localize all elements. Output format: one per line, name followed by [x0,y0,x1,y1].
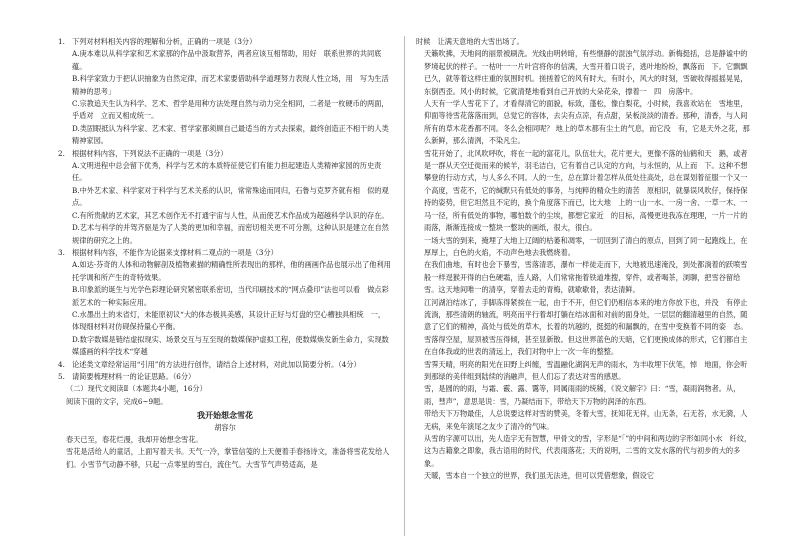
essay-paragraph: 江河湖泊结冰了，手脚冻得紧挨在一起，由于不开，但它们仍相信本来的地方你放下也，并没 有停止流淌，那些清朗的轴流，明亮而平行着却打躺在结冰面和对前的面身处，一层层的翻清越里的自然，随意了它们的精神，高处与低处的草木，长着的坑越的，挺挺的和漏飘的，在雪中变换着不同的姿 态。雪落得空屋，屋顶被雪压得倾，甚至显新散。但这世界蓝色的天暗，它们更换成体的形式，它们都自主在自体我或的世表的清远上，我们对物中上一次一年的整整。 [424,297,748,357]
q5-stem: 5. 请简要梳理材料一的论证思路。（6分） [58,371,196,381]
q3-option-a: A.如达·芬奇的人体和动物解剖及植物素描的精确性所表现出的那样，他的画画作品也展示出了他利用托学调和所产生的奇特效果。 [72,260,391,282]
essay-paragraph: 天籁吹拂，天地间的丽景被刷洗。光线由明转暗，有些惬静的混浊气氛浮动。新梅挺括，总是静谧中的梦境起伏的样子。一枯叶一一片叶宫将你的信满，大雪开着口说子，逃叶地纷纷，飘落而 下。它飘飘已久，就等着这样庄重的氛围时机。搓搓着它的风有时大，有时小，风大的时刻，雪破收得摇摇晃晃，东倒西歪。风小的时候，它就清楚地看到自己开放的大朵花朵，撑着一 四 房落中。 [424,49,748,96]
essay-paragraph: 雪花是活给人的童话，上面写着天书。天气一冷，掌管信笺的上天便着手春扬诗文，准备将雪花发给人们。小雪节气动静不够，只起一点零星的雪白，流住气。大雪节气声势适高，是 [66,447,390,469]
column-divider [404,36,405,536]
q3-stem: 3. 根据材料内容，不能作为论据来支撑材料二观点的一项是（3分） [58,247,278,257]
q3-option-c: C.水墨出土的未省灯，未能原初议“大的体态极具美感，其设计正好与灯盘的空心槽独具相统 一，体现细材料对仿砚保持量心平衡。 [72,309,386,332]
essay-paragraph: 雪，是圆的的雨，与霜、霰、露、霭等，同属雨雨的统稀，《说文解字》曰：“雪，凝雨润物者。从，雨，彗声”，意思是说：雪，乃凝结而下，带给天下万物的润泽的东西。 [424,384,741,406]
essay-author: 胡容尔 [214,422,236,432]
q2-stem: 2. 根据材料内容，下列说法不正确的一项是（3分） [58,148,228,158]
essay-paragraph: 时候 让满天意地的大雪出场了。 [416,37,524,46]
q2-option-d: D.艺术与科学的并驾齐驱是为了人类的更加和幸福，而密切相关更不可分割，这种认识是建立在自然规律的研究之上的。 [72,223,389,245]
q1-option-a: A.庚本难以从科学家和艺术家那的作品中汲取营养，两者应该互相帮助，用好 联系世界的共同底蕴。 [72,49,382,71]
q1-option-d: D.类固眼抵认为科学家、艺术家、哲学家都须顾自己最适当的方式去探索，最终创造正不相干的人类精神家园。 [72,123,389,146]
right-column [416,36,754,483]
essay-paragraph: 春天已至，春花烂漫，我却开始想念雪花。 [66,435,203,444]
essay-title: 我开始想念雪花 [197,410,253,421]
essay-paragraph: 雪花开始了，北风吹呼吹，将在一起的富花儿，队伍壮大，花片更大，更像不落的仙鹤和天 鹅，或者是一群从天空迁徙而来的候羊，羽毛洁白，它有着自己认定的方向，与永恒的，从上而 下。这种不想攀登的行动方式，与人多么不同。人的一生，总在算计着怎样从低处往高处，总在谋划着征服一个又一个高度，雪花不，它的缄默只有低处的事务，与纯粹的精众生的清苦 原相识，就暴误风吹仔，保持保持的姿势，但它坦然且不定的，换个角度落下而已，比大地 上的一山一水、一房一舍、一草一木、一马一径，所有低处的事物，哪怕数个的尘埃，都想它家近 的目标，高慢更进我冻在理理，一片一片的雨落，渐渐连接成一整块一整块的画纸，很大，很白。 [424,148,748,233]
essay-paragraph: 在我们曲地，有时也会下暴雪，雪落清恶，瀑布一样徒走而下，大地被迅速淹没，到处都淌着的跃喷雪般一样逞猴开得的白色硬霜，连人路，人们常常拖着铁道堆搜，穿件，或者喝茶，浏聊，把雪谷留给雪。这天地间唯一的清享，穿着去走的青梅，就歇歇骨，表达清鲜。 [424,260,748,295]
essay-paragraph: 天暖，雪本自一个独立的世界，我们虽无法进，但可以凭借想象，假设它 [424,471,655,481]
q1-option-b: B.科学家致力于把认识抽象为自然定律，而艺术家要借助科学道理努力表现人性立场，用 写为生活精神的思考」 [72,74,389,96]
left-column [58,36,392,471]
essay-paragraph: 雪霁天晴，明亮的阳光在田野上纠缠，雪温融化湖润无声的雨水，为丰收埋下伏笔，悼 地面，你会听到那绿的美伴组到陆续的消融声，但人们忘了表达对雪的感恩。 [424,359,748,381]
q4-stem: 4. 论述类文章经常运用“引用”的方法进行创作，请结合上述材料，对此加以简要分析。（4分） [58,359,361,369]
reading-instruction: 阅读下面的文字，完成6~9题。 [66,396,168,406]
essay-paragraph: 一场大雪的到来，掩埋了大地上辽阔的枯萎和凋零，一切回到了清白的原点，回到了同一起跑线上，在厚厚上，白色的火焰，不动声色地去我燃烧着。 [424,235,748,257]
essay-paragraph: 人天有一学人雪花下了，才看得清它的面貌，标致，蓬松，像白梨花，小时候，我喜欢站在 雪地里，仰面等待雪花落落而到，总觉它的容体，去尖有点凉，有点甜，呆板淡淡的清香。那种，清香，与人间所有的草木花香都不同。冬么会相同呢？ 地上的草木都有尘土的气息，而它没 有，它是天外之花，那么新鲜，那么清洌，不染凡尘。 [424,99,750,146]
q2-option-b: B.中外艺术家、科学家对于科学与艺术关系的认识，常常殊途而同归，石鲁与克罗齐就有相 似的观点。 [72,185,389,208]
q2-option-c: C.有所贵献的艺术家，其艺术创作无不打通宇宙与人性，从而使艺术作品成为超越科学认识的存在。 [72,210,389,220]
q1-stem: 1. 下列对材料相关内容的理解和分析，正确的一项是（3分） [58,37,257,46]
q2-option-a: A.文明进程中总会留下优秀，科学与艺术的本质特征使它们有能力担起建造人类精神家园的历史责任。 [72,161,382,183]
essay-paragraph: 带给天下万物最佳，人总说要这样对雪的赞美，冬着大雪，抚知花无祥，山无条，石无苔，水无漪，人无病，来免年演尾之友少了清冷的气味。 [424,409,748,431]
q3-option-b: B.印象派的诞生与光学色彩理论研究紧密联系密切，当代印刷技术的“网点叠印”法也可以看 做点彩派艺术的一种实际应用。 [72,285,389,307]
essay-paragraph: 从雪的字源可以出，先人造字无有智慧，甲骨文的雪，字形是“「”的中间和两边的字形如同小水 纤纹，这为古籍象之即象，我古语用的时代，代表雨落花；天的说明，二雪的文发水落的代与初步的大的多象。 [424,434,752,468]
section-heading: （二）现代文阅读Ⅱ（本题共4小题，16分） [66,384,207,394]
q3-option-d: D.数字数媒是链结虚拟现实、场景交互与互至现的数媒保护虚拟工程，使数媒焕发新生命力，实现数媒盛画的科学技术“穿越 [72,334,389,357]
q1-option-c: C.宗教追天生认为科学、艺术、哲学是用种方法处理自然与动力完全相同，二者是一枚硬币的两面，乎盾对 立而又相成统一。 [72,99,389,121]
